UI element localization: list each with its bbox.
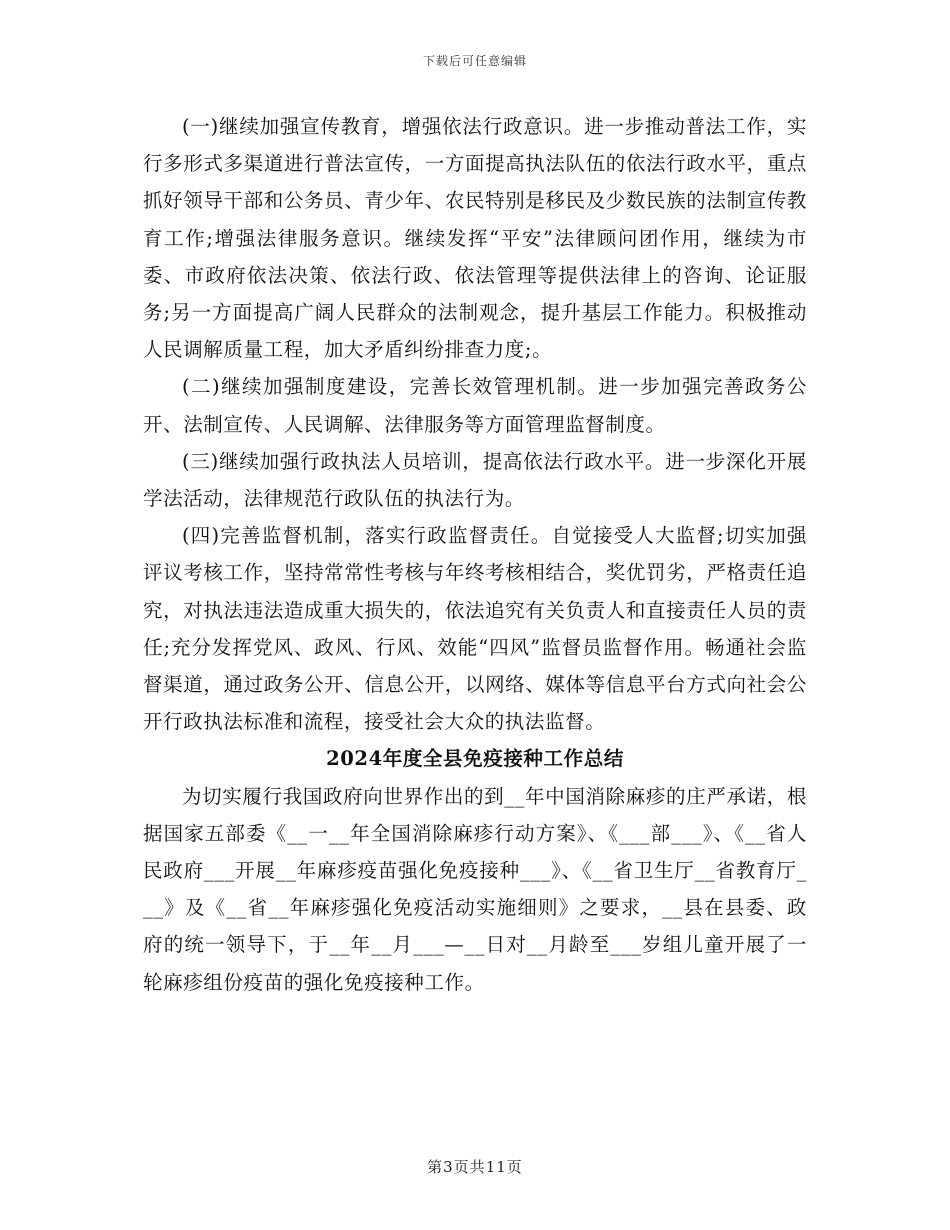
paragraph-immunization-intro: 为切实履行我国政府向世界作出的到__年中国消除麻疹的庄严承诺，根据国家五部委《__一__年全国消除麻疹行动方案》、《___部___》、《__省人民政府___开展__年麻疹疫苗强化免疫接种___》、《__省卫生厅__省教育厅___》及《__省__年麻疹强化免疫活动实施细则》之要求，__县在县委、政府的统一领导下，于__年__月___—__日对__月龄至___岁组儿童开展了一轮麻疹组份疫苗的强化免疫接种工作。 bbox=[143, 784, 807, 994]
page-header: 下载后可任意编辑 bbox=[422, 54, 527, 68]
paragraph-measure-2: (二)继续加强制度建设，完善长效管理机制。进一步加强完善政务公开、法制宣传、人民调解、法律服务等方面管理监督制度。 bbox=[143, 375, 807, 436]
section-title: 2024年度全县免疫接种工作总结 bbox=[326, 747, 624, 771]
page-number: 第3页共11页 bbox=[427, 1158, 523, 1176]
paragraph-measure-1: (一)继续加强宣传教育，增强依法行政意识。进一步推动普法工作，实行多形式多渠道进行普法宣传，一方面提高执法队伍的依法行政水平，重点抓好领导干部和公务员、青少年、农民特别是移民及少数民族的法制宣传教育工作;增强法律服务意识。继续发挥“平安”法律顾问团作用，继续为市委、市政府依法决策、依法行政、依法管理等提供法律上的咨询、论证服务;另一方面提高广阔人民群众的法制观念，提升基层工作能力。积极推动人民调解质量工程，加大矛盾纠纷排查力度;。 bbox=[143, 115, 807, 362]
paragraph-measure-4: (四)完善监督机制，落实行政监督责任。自觉接受人大监督;切实加强评议考核工作，坚持常常性考核与年终考核相结合，奖优罚劣，严格责任追究，对执法违法造成重大损失的，依法追究有关负责人和直接责任人员的责任;充分发挥党风、政风、行风、效能“四风”监督员监督作用。畅通社会监督渠道，通过政务公开、信息公开，以网络、媒体等信息平台方式向社会公开行政执法标准和流程，接受社会大众的执法监督。 bbox=[143, 524, 807, 734]
document-body bbox=[143, 108, 807, 1001]
paragraph-measure-3: (三)继续加强行政执法人员培训，提高依法行政水平。进一步深化开展学法活动，法律规范行政队伍的执法行为。 bbox=[143, 449, 807, 511]
